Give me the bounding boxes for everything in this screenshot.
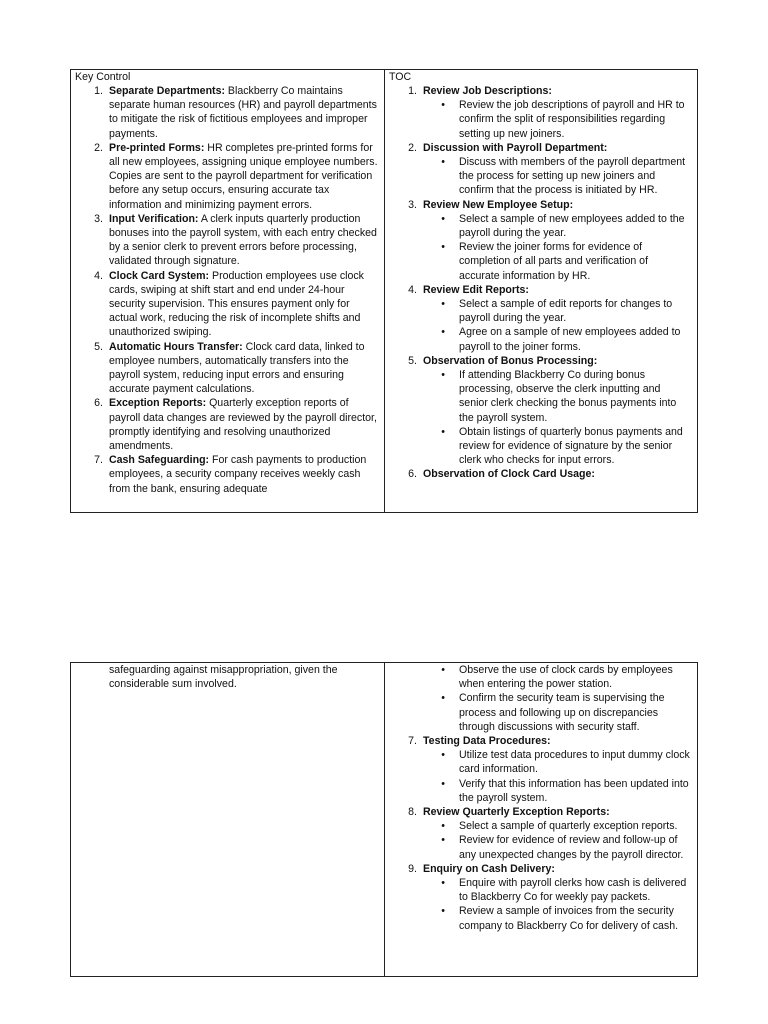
key-control-continuation: safeguarding against misappropriation, given the considerable sum involved. (109, 664, 338, 691)
key-control-text (109, 340, 384, 397)
toc-column-continued (385, 663, 697, 976)
toc-bullet-text: Review the job descriptions of payroll and HR to confirm the split of responsibilities regarding setting up new joiners. (459, 99, 685, 140)
toc-item (385, 805, 697, 862)
toc-bullet (385, 297, 697, 325)
toc-bullets (385, 819, 697, 862)
toc-bullet-text: Discuss with members of the payroll department the process for setting up new joiners and confirm that the process is initiated by HR. (459, 156, 686, 197)
key-control-item (71, 396, 384, 453)
toc-bullet-text: Utilize test data procedures to input dummy clock card information. (459, 749, 690, 776)
toc-item-title: Review Quarterly Exception Reports: (423, 806, 610, 819)
key-control-text (109, 141, 384, 212)
bullet-dot: • (441, 326, 445, 339)
toc-item-title: Review Job Descriptions: (423, 85, 552, 97)
toc-item (385, 734, 697, 805)
toc-item (385, 141, 697, 198)
bullet-dot: • (441, 834, 445, 847)
key-control-text (109, 84, 384, 141)
key-control-title: Pre-printed Forms: (109, 141, 205, 154)
toc-bullet (385, 98, 697, 141)
item-number: 1. (94, 85, 103, 97)
item-number: 6. (408, 468, 417, 481)
toc-bullet-text: Verify that this information has been updated into the payroll system. (459, 777, 689, 804)
bullet-dot: • (441, 820, 445, 833)
toc-bullet (385, 691, 697, 734)
toc-bullet (385, 777, 697, 805)
toc-item-title: Enquiry on Cash Delivery: (423, 862, 555, 875)
controls-table-page-1 (70, 69, 698, 513)
key-control-title: Clock Card System: (109, 269, 210, 282)
bullet-dot: • (441, 692, 445, 705)
key-control-title: Exception Reports: (109, 397, 207, 410)
toc-bullet-text: Confirm the security team is supervising the process and following up on discrepancies through discussions with security staff. (459, 692, 665, 733)
toc-bullet (385, 368, 697, 425)
toc-list-continued (385, 734, 697, 933)
toc-bullet (385, 819, 697, 833)
toc-bullet (385, 155, 697, 198)
toc-item-title-row (385, 198, 697, 212)
toc-bullet-text: Select a sample of new employees added to the payroll during the year. (459, 212, 685, 240)
bullet-dot: • (441, 298, 445, 311)
bullet-dot: • (441, 664, 445, 676)
toc-bullet-text: Review a sample of invoices from the security company to Blackberry Co for delivery of cash. (459, 905, 679, 932)
toc-item (385, 84, 697, 141)
key-control-column (71, 70, 385, 512)
toc-item-title-row (385, 467, 697, 481)
toc-item-title: Observation of Clock Card Usage: (423, 468, 595, 481)
toc-item (385, 198, 697, 283)
toc-list (385, 84, 697, 482)
key-control-item (71, 269, 384, 340)
key-control-description: Clock card data, linked to employee numbers, automatically transfers into the payroll system, reducing input errors and ensuring accurate payment calculations. (109, 340, 365, 396)
toc-item-title: Review Edit Reports: (423, 283, 529, 296)
item-number: 4. (408, 283, 417, 296)
toc-bullet-text: Select a sample of edit reports for changes to payroll during the year. (459, 298, 673, 325)
item-number: 2. (408, 141, 417, 154)
toc-bullet-text: Agree on a sample of new employees added to payroll to the joiner forms. (459, 326, 681, 353)
item-number: 7. (94, 454, 103, 467)
bullet-dot: • (441, 369, 445, 382)
toc-bullet (385, 876, 697, 904)
key-control-description: Production employees use clock cards, swiping at shift start and end under 24-hour security supervision. This ensures payment only for actual work, reducing the risk of incomplete shifts and unauthorized swiping. (109, 269, 364, 339)
bullet-dot: • (441, 241, 445, 254)
key-control-header: Key Control (75, 71, 131, 83)
key-control-list (71, 84, 384, 496)
item-number: 1. (408, 85, 417, 97)
toc-item-title: Testing Data Procedures: (423, 735, 551, 748)
toc-bullets (385, 748, 697, 805)
toc-bullet-text: Observe the use of clock cards by employees when entering the power station. (459, 664, 673, 691)
toc-bullet (385, 212, 697, 240)
item-number: 9. (408, 862, 417, 875)
key-control-description: For cash payments to production employees, a security company receives weekly cash from the bank, ensuring adequate (109, 454, 367, 495)
toc-bullet (385, 425, 697, 468)
item-number: 4. (94, 269, 103, 282)
toc-item-title: Observation of Bonus Processing: (423, 354, 598, 367)
item-number: 6. (94, 397, 103, 410)
item-number: 5. (408, 354, 417, 367)
key-control-description: Blackberry Co maintains separate human resources (HR) and payroll departments to mitigate the risk of fictitious employees and improper payments. (109, 85, 377, 140)
bullet-dot: • (441, 877, 445, 890)
key-control-title: Cash Safeguarding: (109, 454, 210, 467)
toc-bullet-text: If attending Blackberry Co during bonus processing, observe the clerk inputting and senior clerk checking the bonus payments into the payroll system. (459, 369, 677, 424)
toc-item (385, 354, 697, 468)
key-control-description: A clerk inputs quarterly production bonuses into the payroll system, with each entry checked by a senior clerk to prevent errors before processing, validated through signature. (109, 212, 377, 268)
key-control-text (109, 396, 384, 453)
toc-item-title-row (385, 734, 697, 748)
toc-bullets (385, 876, 697, 933)
toc-header: TOC (389, 71, 412, 83)
toc-bullet-text: Review for evidence of review and follow-up of any unexpected changes by the payroll director. (459, 834, 684, 861)
controls-table-page-2 (70, 662, 698, 977)
toc-bullets (385, 297, 697, 354)
bullet-dot: • (441, 425, 445, 438)
key-control-column-continued (71, 663, 385, 976)
key-control-title: Input Verification: (109, 212, 199, 225)
toc-bullet-text: Select a sample of quarterly exception reports. (459, 820, 678, 833)
item-number: 8. (408, 806, 417, 819)
item-number: 3. (408, 198, 417, 211)
toc-bullet-text: Obtain listings of quarterly bonus payments and review for evidence of signature by the senior clerk who checks for input errors. (459, 425, 683, 467)
toc-column (385, 70, 697, 512)
item-number: 7. (408, 735, 417, 748)
toc-bullet (385, 748, 697, 776)
toc-bullets (385, 212, 697, 283)
toc-item-title-row (385, 84, 697, 98)
key-control-text (109, 212, 384, 269)
toc-bullet-text: Review the joiner forms for evidence of completion of all parts and verification of accurate information by HR. (459, 241, 649, 282)
toc-bullet (385, 240, 697, 283)
toc-item-title: Discussion with Payroll Department: (423, 141, 608, 154)
toc-item (385, 283, 697, 354)
toc-item-title-row (385, 862, 697, 876)
item-number: 2. (94, 141, 103, 154)
toc-continuation-bullets (385, 663, 697, 734)
key-control-text (109, 453, 384, 496)
toc-item-title: Review New Employee Setup: (423, 198, 574, 211)
toc-item-title-row (385, 283, 697, 297)
key-control-item (71, 141, 384, 212)
key-control-item (71, 453, 384, 496)
key-control-title: Separate Departments: (109, 85, 225, 97)
toc-bullet (385, 663, 697, 691)
toc-bullets (385, 98, 697, 141)
item-number: 5. (94, 340, 103, 353)
toc-item-title-row (385, 354, 697, 368)
key-control-item (71, 212, 384, 269)
bullet-dot: • (441, 212, 445, 225)
toc-item (385, 862, 697, 933)
bullet-dot: • (441, 99, 445, 112)
toc-item-title-row (385, 141, 697, 155)
bullet-dot: • (441, 905, 445, 918)
bullet-dot: • (441, 156, 445, 169)
key-control-item (71, 340, 384, 397)
key-control-item (71, 84, 384, 141)
toc-bullet (385, 325, 697, 353)
toc-bullet (385, 833, 697, 861)
toc-bullets (385, 155, 697, 198)
toc-bullet (385, 904, 697, 932)
item-number: 3. (94, 212, 103, 225)
toc-item (385, 467, 697, 481)
key-control-title: Automatic Hours Transfer: (109, 340, 243, 353)
toc-item-title-row (385, 805, 697, 819)
bullet-dot: • (441, 777, 445, 790)
toc-bullets (385, 368, 697, 467)
key-control-description: HR completes pre-printed forms for all new employees, assigning unique employee numbers. Copies are sent to the payroll department for verification before any setup occurs, ensuring accurate tax information and minimizing payment errors. (109, 141, 378, 211)
bullet-dot: • (441, 749, 445, 762)
toc-bullet-text: Enquire with payroll clerks how cash is delivered to Blackberry Co for weekly pay packets. (459, 877, 687, 904)
key-control-text (109, 269, 384, 340)
key-control-description: Quarterly exception reports of payroll data changes are reviewed by the payroll director, promptly identifying and resolving unauthorized amendments. (109, 397, 377, 453)
